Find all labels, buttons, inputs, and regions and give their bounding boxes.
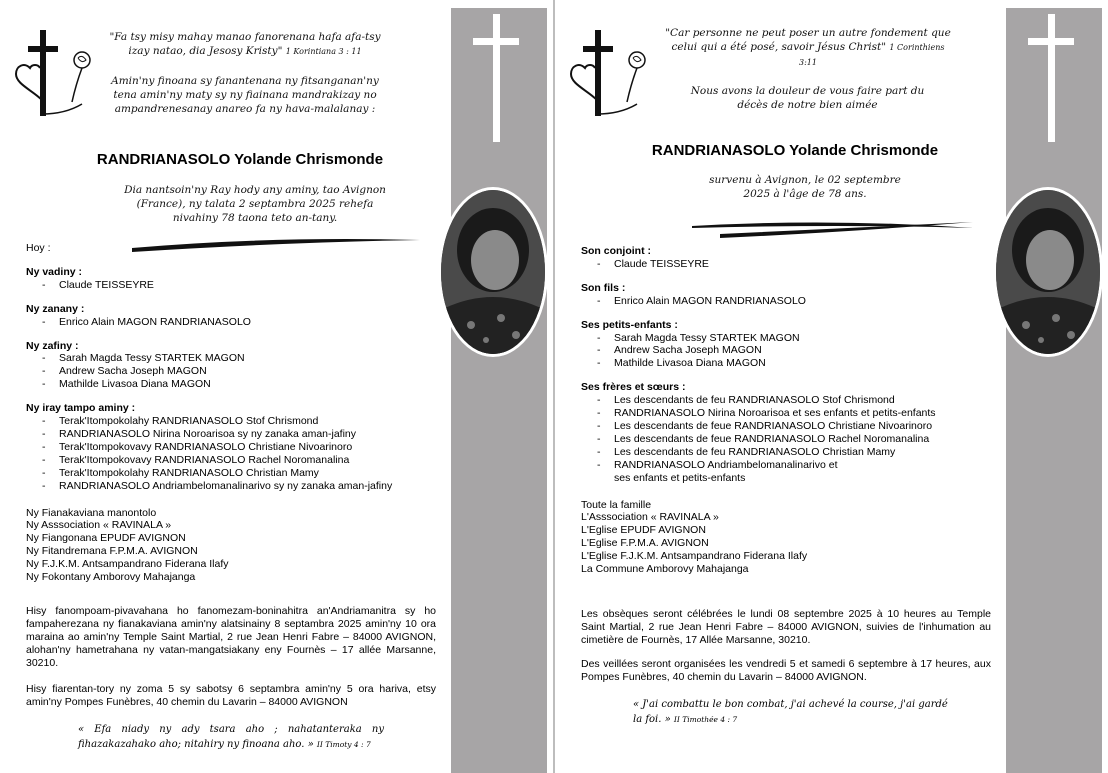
list-item: - Enrico Alain MAGON RANDRIANASOLO bbox=[581, 295, 1001, 308]
vigil-paragraph: Hisy fiarentan-tory ny zoma 5 sy sabotsy 6 septambra amin'ny 5 ora hariva, etsy amin'ny Pompes Funèbres, 40 chemin du Lavarin – 84000 AVIGNON bbox=[26, 683, 436, 708]
list-item: L'Eglise EPUDF AVIGNON bbox=[581, 524, 706, 537]
list-item: - Les descendants de feue RANDRIANASOLO Rachel Noromanalina bbox=[581, 433, 1001, 446]
family-list bbox=[26, 242, 446, 595]
list-item: - Terak'Itompokovavy RANDRIANASOLO Rachel Noromanalina bbox=[26, 454, 446, 467]
verse: "Fa tsy misy mahay manao fanorenana hafa afa-tsy izay natao, dia Jesosy Kristy" 1 Korintiana 3 : 11 bbox=[109, 31, 381, 57]
list-item: Ny Fokontany Amborovy Mahajanga bbox=[26, 571, 196, 584]
group-head: Ses frères et sœurs : bbox=[581, 381, 686, 394]
list-item: - Les descendants de feu RANDRIANASOLO Stof Chrismond bbox=[581, 394, 1001, 407]
group-head: Son conjoint : bbox=[581, 245, 651, 257]
list-item: Ny Fitandremana F.P.M.A. AVIGNON bbox=[26, 545, 198, 558]
gray-band bbox=[1006, 8, 1102, 773]
list-item: - Enrico Alain MAGON RANDRIANASOLO bbox=[26, 316, 446, 329]
group-head: Son fils : bbox=[581, 281, 626, 294]
list-item: L'Eglise F.J.K.M. Antsampandrano Fiderana Ilafy bbox=[581, 550, 808, 563]
group-head: Ny zanany : bbox=[26, 302, 85, 315]
list-item: - Mathilde Livasoa Diana MAGON bbox=[581, 357, 1001, 370]
list-item: Ny F.J.K.M. Antsampandrano Fiderana Ilafy bbox=[26, 558, 229, 571]
list-item: Ny Fiangonana EPUDF AVIGNON bbox=[26, 532, 186, 545]
deceased-name: RANDRIANASOLO Yolande Chrismonde bbox=[651, 142, 939, 159]
list-item: - Claude TEISSEYRE bbox=[581, 258, 1001, 271]
group-head: Ses petits-enfants : bbox=[581, 318, 678, 331]
list-item: - Terak'Itompokolahy RANDRIANASOLO Christian Mamy bbox=[26, 467, 446, 480]
list-item: - Sarah Magda Tessy STARTEK MAGON bbox=[581, 332, 1001, 345]
list-item: - Andrew Sacha Joseph MAGON bbox=[581, 344, 1001, 357]
page-malagasy bbox=[0, 0, 553, 773]
intro-text: Amin'ny finoana sy fanantenana ny fitsanganan'ny tena amin'ny maty sy ny fiainana mandrakizay no ampandrenesanay anareo fa ny hava-malalanay : bbox=[111, 75, 379, 115]
list-item: - Les descendants de feu RANDRIANASOLO Christian Mamy bbox=[581, 446, 1001, 459]
list-item: - RANDRIANASOLO Nirina Noroarisoa sy ny zanaka aman-jafiny bbox=[26, 428, 446, 441]
list-item: - RANDRIANASOLO Andriambelomanalinarivo et ses enfants et petits-enfants bbox=[581, 459, 1001, 485]
group-head: Ny vadiny : bbox=[26, 265, 83, 278]
page-french bbox=[555, 0, 1108, 773]
list-item: L'Eglise F.P.M.A. AVIGNON bbox=[581, 537, 709, 550]
list-item: - RANDRIANASOLO Nirina Noroarisoa et ses enfants et petits-enfants bbox=[581, 407, 1001, 420]
list-item: - Sarah Magda Tessy STARTEK MAGON bbox=[26, 352, 446, 365]
group-head: Ny iray tampo aminy : bbox=[26, 402, 136, 415]
list-item: - Terak'Itompokolahy RANDRIANASOLO Stof Chrismond bbox=[26, 415, 446, 428]
swoosh-divider bbox=[690, 218, 975, 240]
cross-icon bbox=[493, 14, 500, 142]
cross-icon bbox=[1048, 14, 1055, 142]
list-item: - Claude TEISSEYRE bbox=[26, 279, 446, 292]
heart-cross-rose-icon bbox=[12, 24, 100, 122]
list-item: Toute la famille bbox=[581, 498, 652, 511]
service-paragraph: Hisy fanompoam-pivavahana ho fanomezam-boninahitra an'Andriamanitra sy ho fampaherezana ny fianakaviana amin'ny alatsinainy 8 septambra 2025 amin'ny 10 ora maraina ao amin'ny Temple Saint Martial, 2 rue Jean Henri Fabre – 84000 AVIGNON, alohan'ny hametrahana ny vatan-mangatsiakany eny Fournès – 17 allée Marsanne, 30210. bbox=[26, 605, 436, 669]
vigil-paragraph: Des veillées seront organisées les vendredi 5 et samedi 6 septembre à 17 heures, aux Pompes Funèbres, 40 chemin du Lavarin – 84000 AVIGNON. bbox=[581, 658, 991, 683]
death-notice: survenu à Avignon, le 02 septembre 2025 à l'âge de 78 ans. bbox=[709, 174, 901, 200]
portrait-photo bbox=[993, 187, 1103, 357]
intro-text: Nous avons la douleur de vous faire part du décès de notre bien aimée bbox=[690, 85, 925, 111]
list-item: - Mathilde Livasoa Diana MAGON bbox=[26, 378, 446, 391]
hoy-label: Hoy : bbox=[26, 242, 51, 254]
death-notice: Dia nantsoin'ny Ray hody any aminy, tao Avignon (France), ny talata 2 septambra 2025 rehefa nivahiny 78 taona teto an-tany. bbox=[124, 184, 386, 224]
family-list bbox=[581, 245, 1001, 587]
group-head: Ny zafiny : bbox=[26, 339, 79, 352]
closing-quote: « Efa niady ny ady tsara aho ; nahatanteraka ny fihazakazahako aho; nitahiry ny finoana aho. » II Timoty 4 : 7 bbox=[78, 724, 384, 750]
gray-band bbox=[451, 8, 547, 773]
verse: "Car personne ne peut poser un autre fondement que celui qui a été posé, savoir Jésus Christ" 1 Corinthiens 3:11 bbox=[665, 27, 951, 67]
list-item: - Terak'Itompokovavy RANDRIANASOLO Christiane Nivoarinoro bbox=[26, 441, 446, 454]
funeral-paragraph: Les obsèques seront célébrées le lundi 08 septembre 2025 à 10 heures au Temple Saint Martial, 2 rue Jean Henri Fabre – 84000 AVIGNON, suivies de l'inhumation au cimetière de Fournès, 17 Allée Marsanne, 30210. bbox=[581, 608, 991, 646]
list-item: Ny Asssociation « RAVINALA » bbox=[26, 519, 172, 532]
deceased-name: RANDRIANASOLO Yolande Chrismonde bbox=[96, 151, 384, 168]
list-item: Ny Fianakaviana manontolo bbox=[26, 506, 157, 519]
list-item: - Les descendants de feue RANDRIANASOLO Christiane Nivoarinoro bbox=[581, 420, 1001, 433]
list-item: - Andrew Sacha Joseph MAGON bbox=[26, 365, 446, 378]
list-item: L'Asssociation « RAVINALA » bbox=[581, 511, 719, 524]
list-item: - RANDRIANASOLO Andriambelomanalinarivo sy ny zanaka aman-jafiny bbox=[26, 480, 446, 493]
list-item: La Commune Amborovy Mahajanga bbox=[581, 563, 749, 576]
heart-cross-rose-icon bbox=[567, 24, 655, 122]
portrait-photo bbox=[438, 187, 548, 357]
closing-quote: « J'ai combattu le bon combat, j'ai achevé la course, j'ai gardé la foi. » II Timothée 4 : 7 bbox=[633, 699, 948, 725]
